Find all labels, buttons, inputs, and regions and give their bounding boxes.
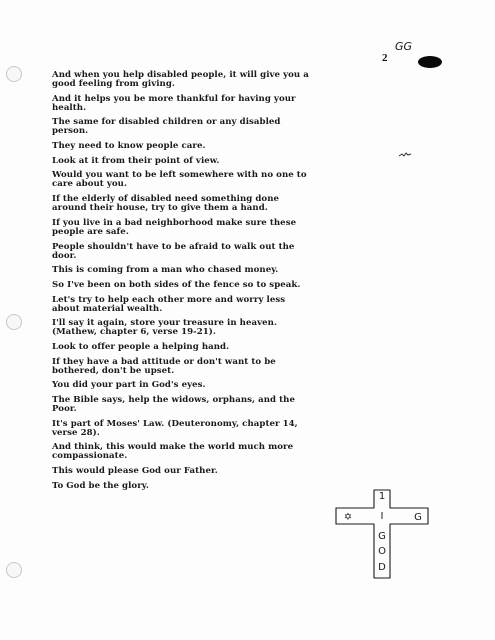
paragraph: They need to know people care. <box>52 141 206 152</box>
paragraph: Look at it from their point of view. <box>52 155 220 166</box>
paragraph: If the elderly of disabled need something done around their house, try to give them a hand. <box>52 194 280 214</box>
punch-hole-middle <box>6 314 22 330</box>
page-number: 2 <box>382 52 388 64</box>
hand-drawn-cross <box>332 488 432 580</box>
paragraph: This is coming from a man who chased money. <box>52 265 279 276</box>
paragraph: The same for disabled children or any disabled person. <box>52 117 281 137</box>
paragraph: It's part of Moses' Law. (Deuteronomy, chapter 14, verse 28). <box>52 418 298 438</box>
paragraph: People shouldn't have to be afraid to walk out the door. <box>52 241 295 261</box>
cross-letter-g-right: G <box>414 512 422 523</box>
paragraph: The Bible says, help the widows, orphans, and the Poor. <box>52 395 295 414</box>
punch-hole-top <box>6 66 22 82</box>
paragraph: If you live in a bad neighborhood make sure these people are safe. <box>52 217 297 237</box>
paragraph: And think, this would make the world much more compassionate. <box>52 442 294 462</box>
letter-body <box>52 71 400 496</box>
redaction-blot <box>418 56 442 68</box>
paragraph: I'll say it again, store your treasure in heaven. (Mathew, chapter 6, verse 19-21). <box>52 318 277 338</box>
punch-hole-bottom <box>6 562 22 578</box>
paragraph: To God be the glory. <box>52 480 149 491</box>
paragraph: Would you want to be left somewhere with no one to care about you. <box>52 170 307 190</box>
cross-letter-o: O <box>378 546 386 557</box>
paragraph: If they have a bad attitude or don't want to be bothered, don't be upset. <box>52 356 276 376</box>
paragraph: You did your part in God's eyes. <box>52 380 206 391</box>
paragraph: Let's try to help each other more and worry less about material wealth. <box>52 294 286 314</box>
paragraph: This would please God our Father. <box>52 466 218 477</box>
cross-letter-d: D <box>378 562 386 573</box>
paragraph: And it helps you be more thankful for having your health. <box>52 93 296 113</box>
paragraph: And when you help disabled people, it will give you a good feeling from giving. <box>52 70 309 89</box>
cross-letter-one: 1 <box>378 491 386 502</box>
paragraph: So I've been on both sides of the fence so to speak. <box>52 279 301 290</box>
cross-letter-g: G <box>378 531 386 542</box>
paragraph: Look to offer people a helping hand. <box>52 341 230 352</box>
star-of-david-icon: ✡ <box>343 512 353 523</box>
stray-ink-mark <box>398 152 412 158</box>
handwritten-initials: GG <box>395 40 413 53</box>
cross-letter-i: I <box>380 511 384 522</box>
